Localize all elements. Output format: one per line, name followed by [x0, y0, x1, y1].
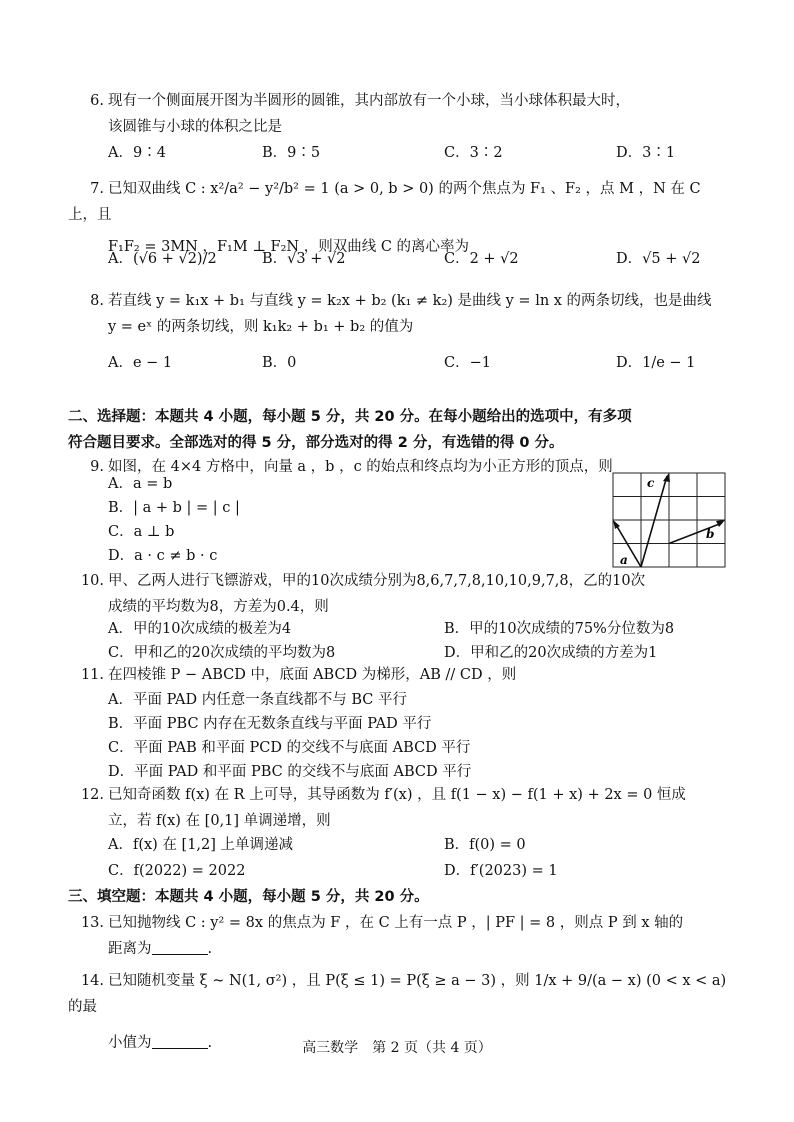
question-number: 11. — [80, 667, 104, 683]
option-b: B．f(0) = 0 — [444, 837, 526, 853]
question-text: 现有一个侧面展开图为半圆形的圆锥，其内部放有一个小球，当小球体积最大时， — [108, 93, 630, 109]
options-q12-row1 — [108, 832, 732, 858]
options-q12-row2 — [108, 858, 732, 884]
question-text: 在四棱锥 P − ABCD 中，底面 ABCD 为梯形，AB // CD ，则 — [108, 667, 517, 683]
option-c: C．2 + √2 — [444, 251, 519, 267]
option-c: C．甲和乙的20次成绩的平均数为8 — [108, 645, 336, 661]
label-a: a — [620, 553, 628, 567]
question-13 — [68, 910, 732, 962]
option-a: A．a = b — [108, 476, 173, 492]
label-c: c — [647, 476, 655, 490]
options-q8 — [108, 350, 732, 376]
question-number: 12. — [80, 787, 104, 803]
question-text-cont: F₁F₂ = 3MN ，F₁M ⊥ F₂N ，则双曲线 C 的离心率为 — [108, 239, 470, 255]
arrowhead-b — [716, 520, 725, 527]
options-q10-row1 — [108, 616, 732, 642]
question-number: 9. — [90, 459, 104, 475]
section-heading-3 — [68, 884, 732, 910]
question-text: 甲、乙两人进行飞镖游戏，甲的10次成绩分别为8,6,7,7,8,10,10,9,7,8，乙的10次 — [108, 573, 646, 589]
option-d: D．√5 + √2 — [616, 251, 701, 267]
options-q6 — [108, 140, 732, 166]
page-footer: 高三数学 第 2 页（共 4 页） — [302, 1040, 492, 1056]
option-b: B．√3 + √2 — [262, 251, 346, 267]
option-d: D．1/e − 1 — [616, 355, 696, 371]
option-a: A．9∶4 — [108, 145, 166, 161]
section-heading-2 — [68, 404, 732, 456]
option-d: D．平面 PAD 和平面 PBC 的交线不与底面 ABCD 平行 — [108, 764, 472, 780]
question-number: 10. — [80, 573, 104, 589]
question-text-cont: 距离为 — [108, 941, 152, 957]
section-line-2: 符合题目要求。全部选对的得 5 分，部分选对的得 2 分，有选错的得 0 分。 — [68, 435, 564, 451]
answer-blank[interactable] — [152, 938, 208, 955]
question-number: 14. — [80, 973, 104, 989]
question-text: 如图，在 4×4 方格中，向量 a ，b ，c 的始点和终点均为小正方形的顶点，则 — [108, 459, 613, 475]
option-b: B．| a + b | = | c | — [108, 500, 240, 516]
question-10 — [68, 568, 732, 620]
arrowhead-a — [613, 520, 620, 529]
option-b: B．9∶5 — [262, 145, 321, 161]
option-d: D．甲和乙的20次成绩的方差为1 — [444, 645, 658, 661]
question-text: 已知双曲线 C : x²/a² − y²/b² = 1 (a > 0, b > 0) 的两个焦点为 F₁ 、F₂ ，点 M ，N 在 C 上，且 — [68, 181, 701, 223]
arrowhead-c — [663, 473, 670, 482]
question-end: . — [207, 941, 213, 957]
question-number: 13. — [80, 915, 104, 931]
question-text-cont: 该圆锥与小球的体积之比是 — [108, 119, 282, 135]
option-c: C．f(2022) = 2022 — [108, 863, 246, 879]
question-11 — [68, 662, 732, 688]
option-c: C．平面 PAB 和平面 PCD 的交线不与底面 ABCD 平行 — [108, 740, 471, 756]
option-b: B．甲的10次成绩的75%分位数为8 — [444, 621, 675, 637]
question-text: 若直线 y = k₁x + b₁ 与直线 y = k₂x + b₂ (k₁ ≠ k₂) 是曲线 y = ln x 的两条切线，也是曲线 — [108, 293, 712, 309]
question-text-cont: 立，若 f(x) 在 [0,1] 单调递增，则 — [108, 813, 331, 829]
option-c: C．3∶2 — [444, 145, 503, 161]
section-line-1: 三、填空题：本题共 4 小题，每小题 5 分，共 20 分。 — [68, 889, 429, 905]
option-a: A．(√6 + √2)/2 — [108, 251, 217, 267]
question-6 — [68, 88, 732, 140]
vector-grid-figure — [612, 472, 728, 570]
question-text-cont: 小值为 — [108, 1035, 152, 1051]
question-text: 已知抛物线 C : y² = 8x 的焦点为 F ，在 C 上有一点 P ，| PF | = 8 ，则点 P 到 x 轴的 — [108, 915, 684, 931]
question-text-cont: 成绩的平均数为8，方差为0.4，则 — [108, 599, 329, 615]
question-number: 6. — [90, 93, 104, 109]
option-b: B．0 — [262, 355, 297, 371]
question-12 — [68, 782, 732, 834]
option-a: A．f(x) 在 [1,2] 上单调递减 — [108, 837, 294, 853]
question-8 — [68, 288, 732, 340]
option-a: A．甲的10次成绩的极差为4 — [108, 621, 292, 637]
option-c: C．a ⊥ b — [108, 524, 175, 540]
option-a: A．e − 1 — [108, 355, 173, 371]
option-a: A．平面 PAD 内任意一条直线都不与 BC 平行 — [108, 692, 407, 708]
question-text: 已知奇函数 f(x) 在 R 上可导，其导函数为 f′(x) ，且 f(1 − x) − f(1 + x) + 2x = 0 恒成 — [108, 787, 686, 803]
options-q7 — [108, 246, 732, 272]
question-text-cont: y = eˣ 的两条切线，则 k₁k₂ + b₁ + b₂ 的值为 — [108, 319, 414, 335]
vector-a-line — [615, 523, 641, 567]
option-d: D．a · c ≠ b · c — [108, 548, 218, 564]
option-d: D．f′(2023) = 1 — [444, 863, 558, 879]
option-b: B．平面 PBC 内存在无数条直线与平面 PAD 平行 — [108, 716, 432, 732]
section-line-1: 二、选择题：本题共 4 小题，每小题 5 分，共 20 分。在每小题给出的选项中，有多项 — [68, 409, 632, 425]
option-d: D．3∶1 — [616, 145, 676, 161]
question-number: 8. — [90, 293, 104, 309]
question-end: . — [207, 1035, 213, 1051]
question-number: 7. — [90, 181, 104, 197]
option-c: C．−1 — [444, 355, 491, 371]
label-b: b — [706, 527, 715, 541]
question-text: 已知随机变量 ξ ~ N(1, σ²) ，且 P(ξ ≤ 1) = P(ξ ≥ a − 3) ，则 1/x + 9/(a − x) (0 < x < a) 的最 — [68, 973, 727, 1015]
